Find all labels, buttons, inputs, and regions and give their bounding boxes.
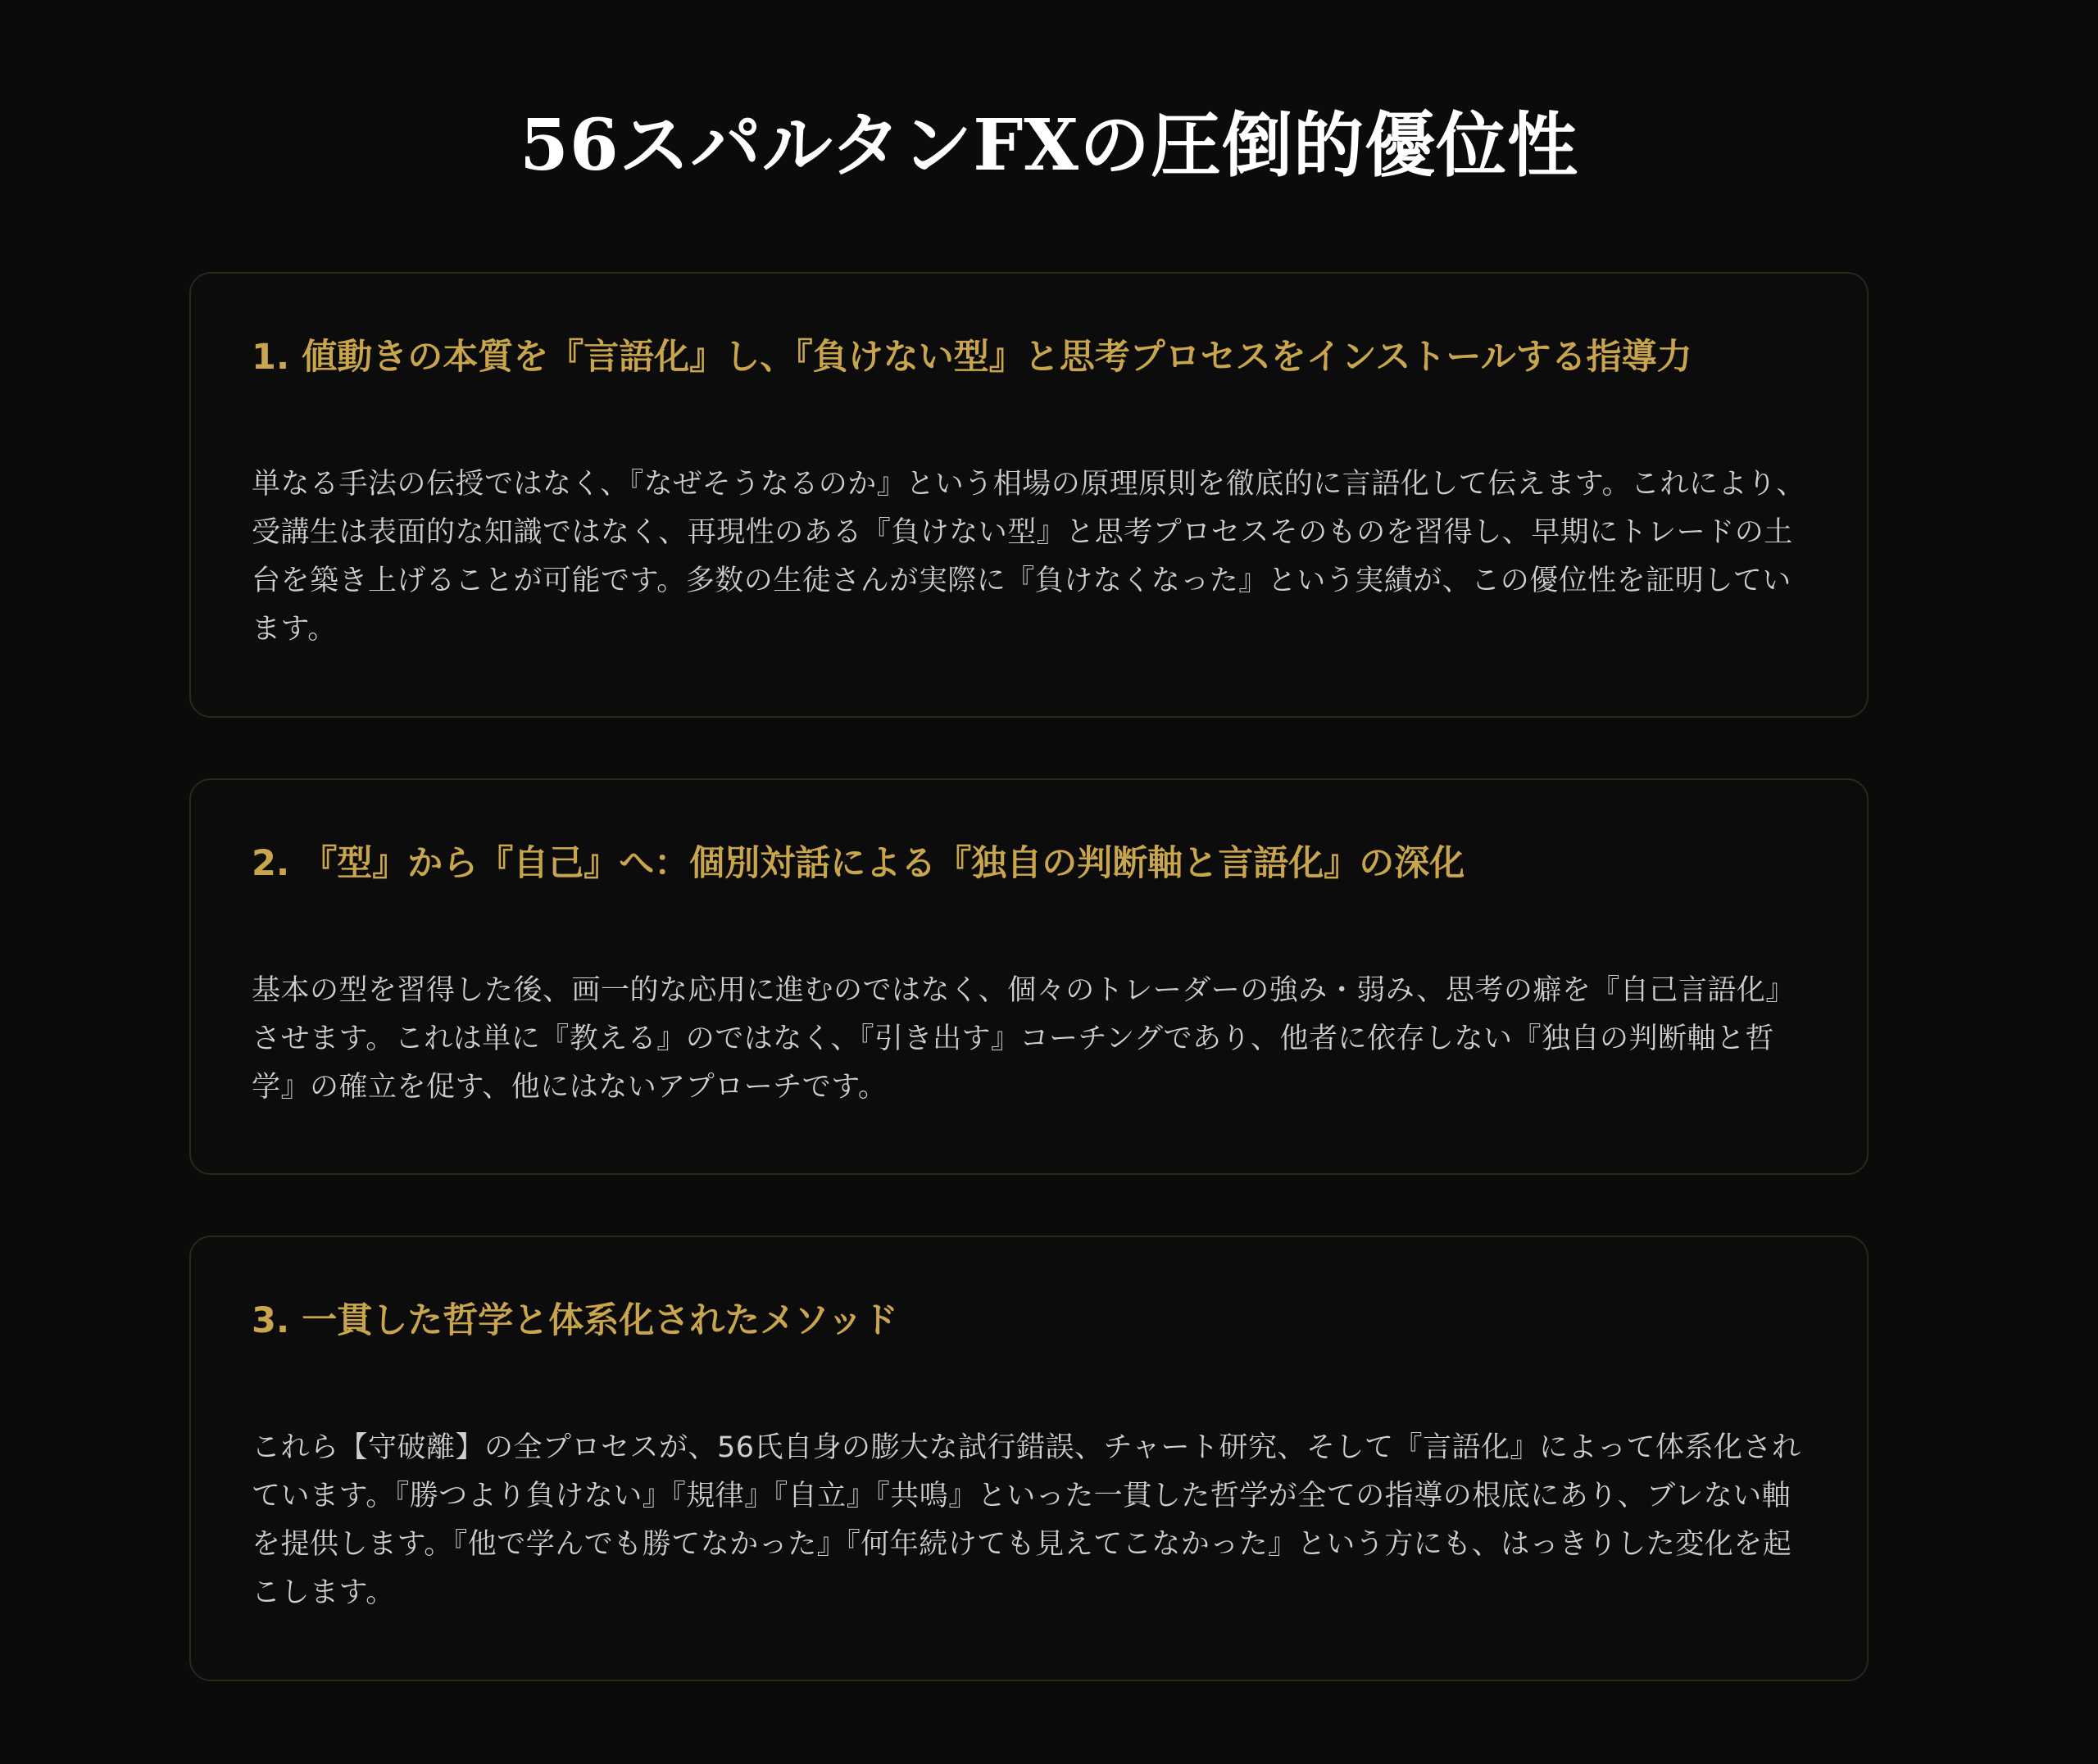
page-title: 56スパルタンFXの圧倒的優位性: [519, 104, 1579, 187]
advantage-card-title: 1. 値動きの本質を『言語化』し、『負けない型』と思考プロセスをインストールする指導力: [252, 337, 1692, 378]
advantage-card-title: 3. 一貫した哲学と体系化されたメソッド: [252, 1300, 898, 1341]
advantage-card-body: 単なる手法の伝授ではなく、『なぜそうなるのか』という相場の原理原則を徹底的に言語化して伝えます。これにより、受講生は表面的な知識ではなく、再現性のある『負けない型』と思考プロセスそのものを習得し、早期にトレードの土台を築き上げることが可能です。多数の生徒さんが実際に『負けなくなった』という実績が、この優位性を証明しています。: [252, 468, 1806, 646]
advantage-card-body: 基本の型を習得した後、画一的な応用に進むのではなく、個々のトレーダーの強み・弱み、思考の癖を『自己言語化』させます。これは単に『教える』のではなく、『引き出す』コーチングであり、他者に依存しない『独自の判断軸と哲学』の確立を促す、他にはないアプローチです。: [252, 974, 1795, 1104]
advantage-card-3: [189, 1236, 1869, 1681]
advantage-card-body: これら【守破離】の全プロセスが、56氏自身の膨大な試行錯誤、チャート研究、そして『言語化』によって体系化されています。『勝つより負けない』『規律』『自立』『共鳴』といった一貫した哲学が全ての指導の根底にあり、ブレない軸を提供します。『他で学んでも勝てなかった』『何年続けても見えてこなかった』という方にも、はっきりした変化を起こします。: [252, 1431, 1801, 1609]
advantage-card-1: [189, 272, 1869, 718]
advantage-card-title: 2. 『型』から『自己』へ：個別対話による『独自の判断軸と言語化』の深化: [252, 843, 1465, 884]
advantage-card-2: [189, 778, 1869, 1175]
